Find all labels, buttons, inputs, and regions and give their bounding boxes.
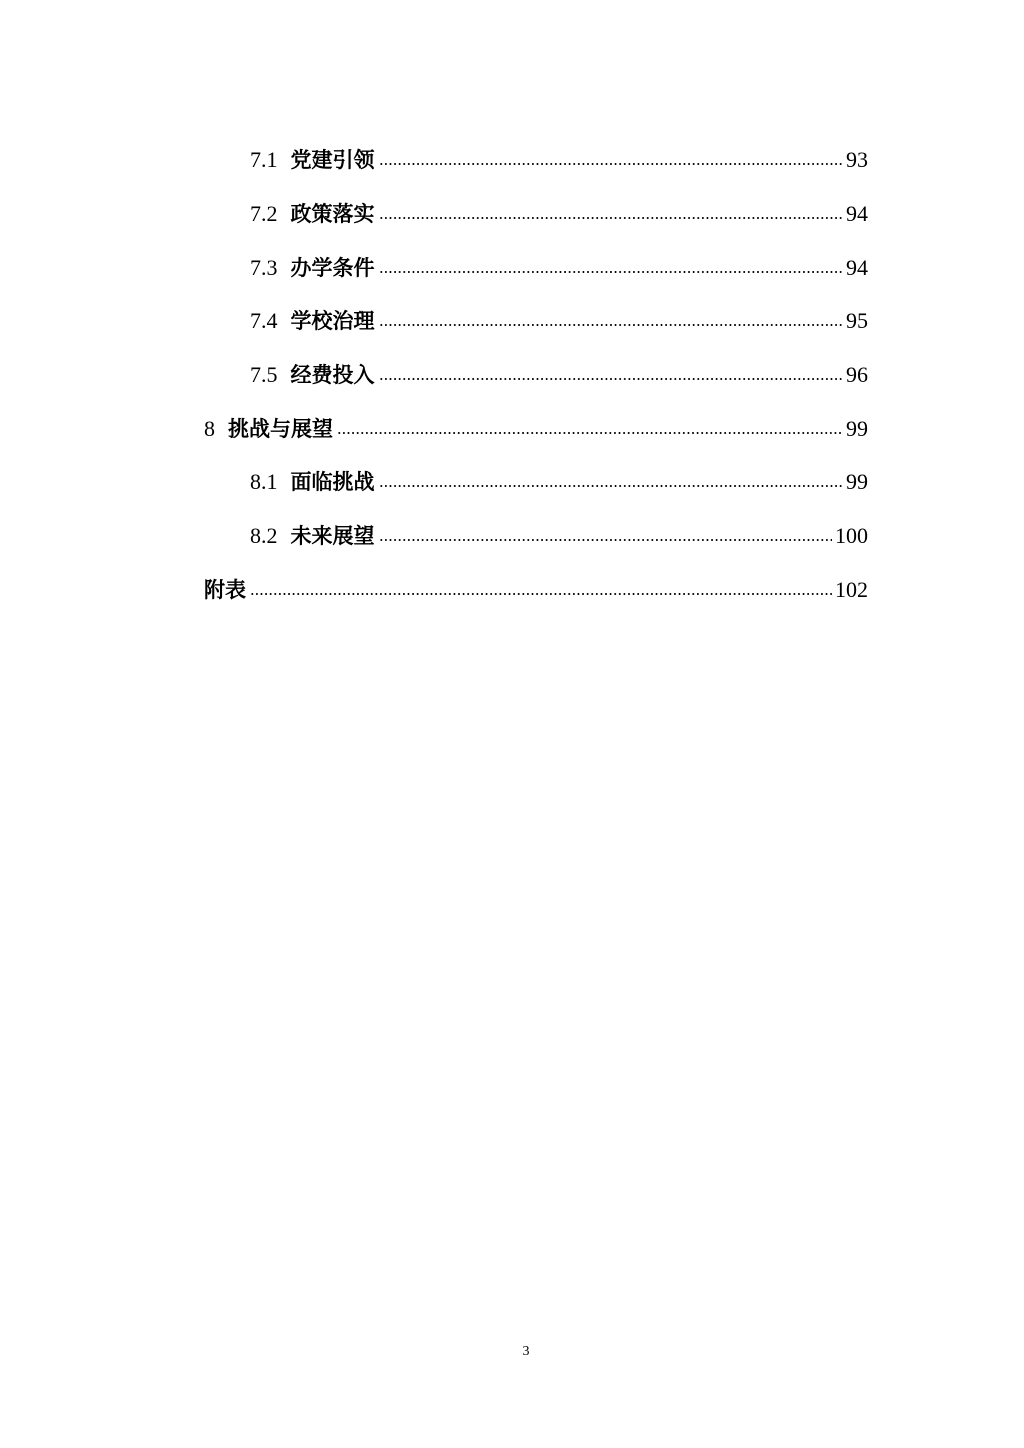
toc-entry-8-2[interactable] [250,518,868,550]
dot-leader [379,537,833,543]
toc-entry-7-1[interactable] [250,142,868,174]
toc-entry-7-2[interactable] [250,196,868,228]
dot-leader [379,322,844,328]
toc-entry-page: 95 [846,308,868,333]
toc-entry-appendix[interactable] [204,572,868,604]
toc-entry-title: 经费投入 [290,363,375,387]
toc-entry-page: 94 [846,201,868,226]
toc-entry-title: 政策落实 [290,202,375,226]
toc-entry-title: 未来展望 [290,524,375,548]
toc-entry-title: 学校治理 [290,309,375,333]
toc-entry-title: 附表 [204,578,246,602]
dot-leader [250,591,832,597]
page-number: 3 [522,1344,530,1359]
dot-leader [379,161,844,167]
toc-entry-number: 7.1 [250,147,278,172]
dot-leader [379,269,844,275]
toc-entry-page: 93 [846,147,868,172]
toc-entry-page: 102 [835,577,868,602]
toc-entry-title: 办学条件 [290,256,375,280]
toc-entry-7-5[interactable] [250,357,868,389]
toc-entry-page: 100 [835,523,868,548]
dot-leader [379,376,844,382]
toc-entry-title: 面临挑战 [290,470,375,494]
toc-entry-page: 96 [846,362,868,387]
toc-entry-page: 99 [846,416,868,441]
toc-entry-number: 7.4 [250,308,278,333]
toc-entry-8[interactable] [204,411,868,443]
toc-entry-page: 99 [846,469,868,494]
dot-leader [379,215,844,221]
toc-entry-number: 7.3 [250,255,278,280]
toc-entry-number: 8 [204,416,215,441]
toc-entry-7-4[interactable] [250,303,868,335]
dot-leader [337,430,843,436]
toc-entry-title: 党建引领 [290,148,375,172]
toc-entry-7-3[interactable] [250,250,868,282]
toc-entry-page: 94 [846,255,868,280]
toc-entry-number: 7.5 [250,362,278,387]
toc-entry-number: 8.2 [250,523,278,548]
toc-entry-title: 挑战与展望 [228,417,333,441]
toc-entry-number: 8.1 [250,469,278,494]
dot-leader [379,483,844,489]
toc-entry-8-1[interactable] [250,464,868,496]
toc-entry-number: 7.2 [250,201,278,226]
